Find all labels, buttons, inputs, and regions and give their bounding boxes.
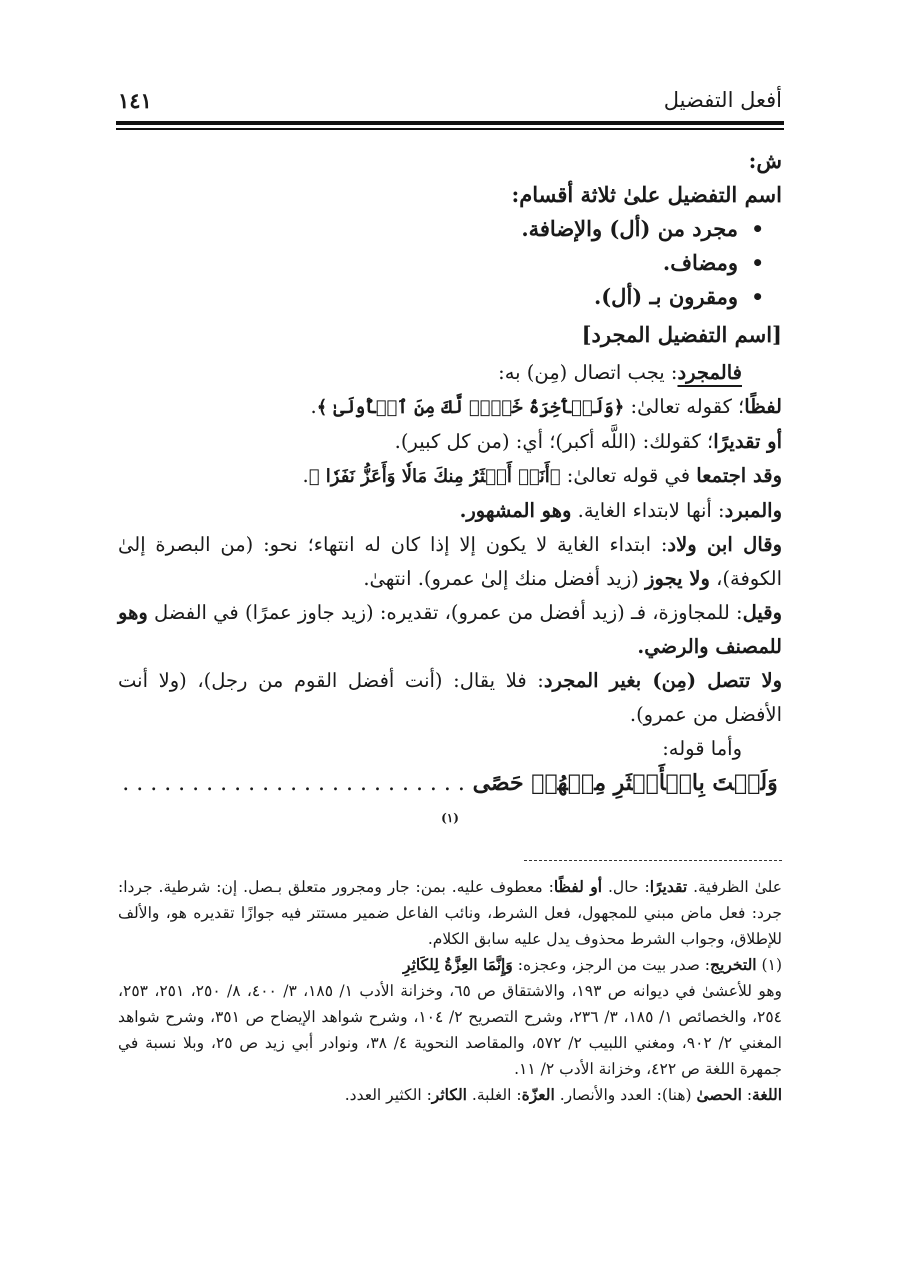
footnote-1 [118,952,782,978]
paragraph-ibn-wallad [118,528,782,596]
note-term: اللغة [752,1085,782,1104]
paragraph-bold: ولا يجوز [645,567,710,590]
paragraph-text: : للمجاوزة، فـ (زيد أفضل من عمرو)، تقديره: (زيد جاوز عمرًا) في الفضل [147,601,743,624]
paragraph-text: : يجب اتصال (مِن) به: [498,361,678,384]
quran-verse: ﴿وَلَلۡأٓخِرَةُ خَيۡرٞ لَّكَ مِنَ ٱلۡأُولَىٰ ﴾ [316,397,625,418]
note-text: : الكثير العدد. [344,1086,432,1104]
paragraph-lafzan [118,390,782,425]
paragraph-la-tattasil [118,664,782,732]
paragraph-bold: وهو للمصنف والرضي. [118,601,782,658]
paragraph-bold: وهو المشهور. [459,499,572,522]
term-mubarrad: والمبرد [724,499,782,522]
verse-text: وَلَسۡتَ بِالۡأَكۡثَرِ مِنۡهُمۡ حَصًى [472,770,778,796]
paragraph-text: . [310,395,317,418]
paragraph-amma: وأما قوله: [662,737,742,760]
footnote-ref: (١) [441,811,459,825]
term-la-tattasil: ولا تتصل (مِن) بغير المجرد [543,669,782,692]
note-continuation [118,874,782,952]
list-item: • ومقرون بـ (أل). [118,280,764,314]
sections-list [118,212,782,314]
paragraph-taqdiran [118,425,782,459]
note-text: : الغلبة. [466,1086,522,1104]
section-title: [اسم التفضيل المجرد] [581,322,782,347]
main-text [118,144,782,840]
verse-dots: . . . . . . . . . . . . . . . . . . . . . . . . . [122,771,465,796]
paragraph-qil [118,596,782,664]
quran-verse: ﴿أَنَا۠ أَكۡثَرُ مِنكَ مَالٗا وَأَعَزُّ نَفَرٗا ﴾ [308,466,561,487]
paragraph-text: ؛ كقوله تعالىٰ: [624,395,745,418]
paragraph-text: : فلا يقال: (أنت أفضل القوم من رجل)، (ولا أنت الأفضل من عمرو). [118,669,782,726]
note-verse: وَإِنَّمَا العِزَّةُ لِلكَاثِرِ [403,955,513,974]
note-term: الحصىٰ [696,1085,742,1104]
term-lafzan: لفظًا [744,395,782,418]
paragraph-ijtama [118,459,782,494]
intro-label: ش: [748,148,782,173]
paragraph-text: ؛ كقولك: (اللَّه أكبر)؛ أي: (من كل كبير). [394,430,714,453]
header-rule-thick [116,121,784,125]
note-term: التخريج [710,955,757,974]
list-item: • مجرد من (أل) والإضافة. [118,212,764,246]
header-rule-thin [116,128,784,130]
paragraph-mujarrad [118,356,782,390]
note-term: أو لفظًا [553,877,603,896]
term-mujarrad: فالمجرد [677,361,742,384]
list-item: • ومضاف. [118,246,764,280]
paragraph-mubarrad [118,494,782,528]
note-text: : معطوف عليه. بمن: جار ومجرور متعلق بـصل. إن: شرطية. جردا: جرد: فعل ماض مبني للمجهول، فعل الشرط، ونائب الفاعل ضمير مستتر فيه جوازًا تقديره هو، والألف للإطلاق، وجواب الشرط محذوف يدل عليه سابق الكلام. [118,878,782,948]
running-title: أفعل التفضيل [663,88,782,112]
note-term: العزّة [521,1085,555,1104]
footnotes [118,874,782,1108]
note-text: : صدر بيت من الرجز، وعجزه: [512,956,711,974]
page-header [118,88,782,118]
footnote-number: (١) [756,956,782,974]
note-text: : [741,1086,753,1104]
paragraph-text: . [302,464,309,487]
poetry-verse [118,766,782,840]
term-taqdiran: أو تقديرًا [713,430,782,453]
heading: اسم التفضيل علىٰ ثلاثة أقسام: [511,182,782,207]
paragraph-text: : ابتداء الغاية لا يكون إلا إذا كان له انتهاء؛ نحو: (من البصرة إلىٰ الكوفة)، [118,533,782,590]
term-ijtama: وقد اجتمعا [696,464,782,487]
note-term: تقديرًا [649,877,688,896]
footnote-language [118,1082,782,1108]
footnote-divider [524,860,782,861]
term-qil: وقيل [742,601,782,624]
term-ibn-wallad: وقال ابن ولاد [667,533,783,556]
paragraph-text: : أنها لابتداء الغاية. [571,499,725,522]
note-text: : حال. [602,878,650,896]
page-number: ١٤١ [118,88,152,113]
paragraph-text: (زيد أفضل منك إلىٰ عمرو). انتهىٰ. [363,567,646,590]
footnote-references: وهو للأعشىٰ في ديوانه ص ١٩٣، والاشتقاق ص ٦٥، وخزانة الأدب ١/ ١٨٥، ٣/ ٤٠٠، ٨/ ٢٥٠، ٢٥١، ٢٥٣، ٢٥٤، والخصائص ١/ ١٨٥، ٣/ ٢٣٦، وشرح التصريح ٢/ ١٠٤، وشرح شواهد الإيضاح ص ٣٥١، وشرح شواهد المغني ٢/ ٩٠٢، ومغني اللبيب ٢/ ٥٧٢، والمقاصد النحوية ٤/ ٣٨، ونوادر أبي زيد ص ٢٥، وبلا نسبة في جمهرة اللغة ص ٤٢٢، وخزانة الأدب ٢/ ١١. [118,982,782,1078]
note-term: الكاثر [431,1085,467,1104]
paragraph-text: في قوله تعالىٰ: [560,464,697,487]
note-text: (هنا): العدد والأنصار. [554,1086,697,1104]
note-text: علىٰ الظرفية. [687,878,782,896]
